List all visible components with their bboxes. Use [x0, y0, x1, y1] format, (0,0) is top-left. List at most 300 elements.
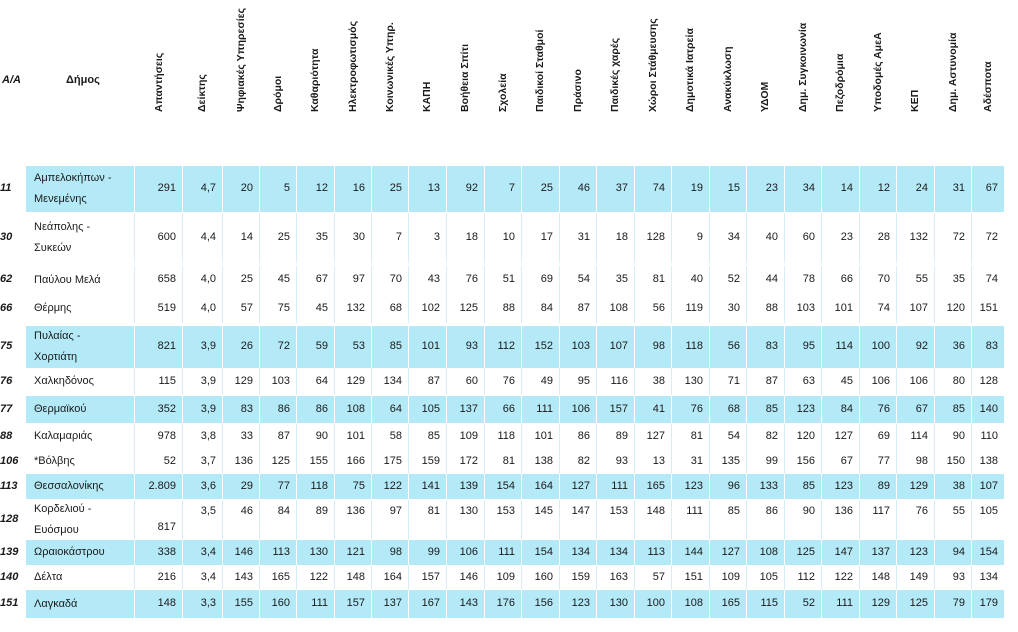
table-cell: 84: [540, 301, 553, 314]
table-cell: 55: [915, 273, 928, 285]
table-cell: 130: [309, 545, 328, 558]
table-cell: 97: [352, 273, 365, 285]
municipality-name: [34, 217, 134, 259]
table-cell: 175: [383, 454, 402, 467]
table-cell: 137: [871, 545, 890, 558]
row-index: 113: [0, 479, 18, 492]
municipality-name: [34, 476, 134, 497]
table-cell: 57: [652, 570, 665, 583]
table-cell: 82: [577, 454, 590, 467]
table-cell: 143: [234, 570, 253, 583]
table-cell: 96: [727, 479, 740, 492]
table-cell: 86: [277, 402, 290, 415]
table-cell: 111: [611, 479, 628, 492]
table-cell: 83: [765, 340, 778, 352]
municipality-name-line: Καλαμαριάς: [34, 430, 93, 442]
table-cell: 67: [985, 182, 998, 194]
table-cell: 114: [835, 340, 853, 352]
table-cell: 30: [352, 231, 365, 243]
table-cell: 99: [765, 454, 778, 467]
table-cell: 176: [496, 597, 515, 609]
table-cell: 93: [615, 454, 628, 467]
table-cell: 67: [315, 273, 328, 285]
table-cell: 157: [346, 597, 365, 609]
table-cell: 167: [421, 597, 440, 609]
table-cell: 52: [163, 454, 176, 467]
table-cell: 52: [802, 597, 815, 609]
cell-divider: [134, 474, 135, 499]
table-cell: 143: [459, 597, 478, 609]
municipality-name-line: Νεάπολης -: [34, 221, 91, 233]
table-cell: 77: [277, 479, 290, 492]
table-cell: 151: [684, 570, 703, 583]
table-row: [0, 474, 1018, 499]
table-cell: 160: [271, 597, 290, 609]
table-row: [0, 424, 1018, 449]
table-cell: 111: [686, 504, 703, 517]
table-cell: 153: [609, 504, 628, 517]
table-cell: 4,7: [200, 182, 216, 194]
table-cell: 3,7: [200, 454, 216, 467]
table-cell: 129: [234, 374, 253, 387]
table-cell: 30: [727, 301, 740, 314]
table-cell: 78: [802, 273, 815, 285]
table-row: [0, 396, 1018, 423]
municipality-name-line: Θερμαϊκού: [34, 403, 87, 415]
table-row: [0, 565, 1018, 590]
table-cell: 59: [315, 340, 328, 352]
table-cell: 46: [577, 182, 590, 194]
table-cell: 97: [389, 504, 402, 517]
table-cell: 134: [609, 545, 628, 558]
table-cell: 125: [909, 597, 928, 609]
table-cell: 112: [497, 340, 515, 352]
table-cell: 53: [352, 340, 365, 352]
cell-divider: [134, 565, 135, 590]
municipality-name-line: Θεσσαλονίκης: [34, 480, 104, 492]
table-cell: 86: [315, 402, 328, 415]
table-cell: 25: [389, 182, 402, 194]
table-cell: 122: [309, 570, 328, 583]
table-cell: 123: [834, 479, 853, 492]
table-cell: 109: [459, 429, 478, 442]
table-row: [0, 213, 1018, 263]
table-cell: 165: [271, 570, 290, 583]
table-cell: 70: [389, 273, 402, 285]
table-cell: 24: [915, 182, 928, 194]
table-cell: 76: [465, 273, 478, 285]
table-cell: 45: [277, 273, 290, 285]
table-cell: 108: [759, 545, 778, 558]
column-header: ΚΑΠΗ: [421, 81, 433, 112]
table-cell: 18: [615, 231, 628, 243]
table-cell: 7: [395, 231, 402, 243]
municipality-name: [34, 371, 134, 392]
row-index: 106: [0, 454, 19, 467]
table-cell: 54: [577, 273, 590, 285]
header-aa: Α/Α: [2, 74, 21, 86]
table-cell: 93: [952, 570, 965, 583]
municipality-name-line: Ευόσμου: [34, 523, 79, 536]
table-cell: 134: [383, 374, 402, 387]
table-cell: 58: [389, 429, 402, 442]
table-cell: 101: [534, 429, 553, 442]
table-cell: 159: [571, 570, 590, 583]
table-cell: 165: [721, 597, 740, 609]
table-cell: 98: [652, 340, 665, 352]
table-cell: 140: [979, 402, 998, 415]
table-cell: 155: [309, 454, 328, 467]
cell-divider: [134, 396, 135, 423]
municipality-name-line: Παύλου Μελά: [34, 273, 101, 286]
table-cell: 31: [690, 454, 703, 467]
table-cell: 15: [727, 182, 740, 194]
table-cell: 129: [871, 597, 890, 609]
table-cell: 3,8: [200, 429, 216, 442]
cell-divider: [134, 424, 135, 449]
table-cell: 68: [389, 301, 402, 314]
table-cell: 99: [427, 545, 440, 558]
table-cell: 72: [952, 231, 965, 243]
table-cell: 123: [684, 479, 703, 492]
table-cell: 82: [765, 429, 778, 442]
table-cell: 116: [610, 374, 628, 387]
table-cell: 56: [727, 340, 740, 352]
table-cell: 83: [985, 340, 998, 352]
table-cell: 138: [979, 454, 998, 467]
municipality-name-line: *Βόλβης: [34, 455, 75, 467]
table-cell: 106: [871, 374, 890, 387]
table-cell: 129: [909, 479, 928, 492]
municipality-name-line: Χαλκηδόνος: [34, 375, 94, 387]
table-cell: 152: [534, 340, 553, 352]
table-cell: 121: [346, 545, 365, 558]
table-cell: 77: [877, 454, 890, 467]
table-cell: 160: [534, 570, 553, 583]
table-cell: 105: [759, 570, 778, 583]
table-cell: 12: [315, 182, 328, 194]
table-cell: 163: [609, 570, 628, 583]
table-cell: 55: [952, 504, 965, 517]
header-dimos: Δήμος: [66, 74, 100, 86]
table-cell: 111: [311, 597, 328, 609]
table-cell: 111: [836, 597, 853, 609]
table-cell: 60: [802, 231, 815, 243]
table-cell: 3,9: [200, 374, 216, 387]
municipality-name: [34, 399, 134, 420]
table-cell: 120: [796, 429, 815, 442]
table-cell: 130: [609, 597, 628, 609]
table-cell: 4,0: [200, 301, 216, 314]
row-index: 11: [0, 182, 12, 194]
table-cell: 94: [952, 545, 965, 558]
table-cell: 31: [577, 231, 590, 243]
table-cell: 69: [540, 273, 553, 285]
table-cell: 3,4: [200, 545, 216, 558]
table-cell: 3,9: [200, 340, 216, 352]
cell-divider: [134, 590, 135, 618]
table-row: [0, 449, 1018, 474]
table-cell: 148: [346, 570, 365, 583]
table-cell: 352: [157, 402, 176, 415]
municipality-name-line: Δέλτα: [34, 571, 63, 583]
table-cell: 4,0: [200, 273, 216, 285]
table-cell: 90: [952, 429, 965, 442]
table-cell: 107: [979, 479, 998, 492]
row-index: 139: [0, 545, 19, 558]
table-cell: 106: [459, 545, 478, 558]
table-cell: 4,4: [200, 231, 216, 243]
table-cell: 3,5: [200, 504, 216, 517]
table-cell: 25: [277, 231, 290, 243]
row-index: 62: [0, 273, 13, 285]
table-cell: 105: [421, 402, 440, 415]
table-cell: 136: [834, 504, 853, 517]
municipality-name: [34, 326, 134, 368]
table-cell: 5: [283, 182, 290, 194]
cell-divider: [134, 166, 135, 212]
table-cell: 127: [571, 479, 590, 492]
table-cell: 87: [577, 301, 590, 314]
column-header: Παιδικοί Σταθμοί: [534, 29, 546, 112]
table-cell: 179: [979, 597, 998, 609]
row-index: 140: [0, 570, 19, 583]
row-index: 76: [0, 374, 13, 387]
table-cell: 111: [536, 402, 553, 415]
table-cell: 40: [765, 231, 778, 243]
table-cell: 81: [652, 273, 665, 285]
table-cell: 67: [840, 454, 853, 467]
municipality-name: [34, 499, 134, 541]
table-cell: 23: [765, 182, 778, 194]
table-cell: 216: [157, 570, 176, 583]
table-cell: 35: [952, 273, 965, 285]
table-cell: 141: [421, 479, 440, 492]
table-cell: 113: [272, 545, 290, 558]
table-cell: 156: [796, 454, 815, 467]
table-cell: 164: [383, 570, 402, 583]
table-cell: 63: [802, 374, 815, 387]
table-cell: 146: [459, 570, 478, 583]
column-header: Υποδομές ΑμεΑ: [871, 32, 884, 112]
table-cell: 821: [157, 340, 176, 352]
column-header: Χώροι Στάθμευσης: [646, 18, 659, 112]
table-cell: 71: [727, 374, 740, 387]
table-cell: 35: [315, 231, 328, 243]
table-cell: 120: [946, 301, 965, 314]
table-cell: 45: [840, 374, 853, 387]
table-row: [0, 499, 1018, 540]
table-cell: 118: [310, 479, 328, 492]
table-cell: 110: [980, 429, 998, 442]
table-cell: 49: [540, 374, 553, 387]
table-cell: 172: [459, 454, 478, 467]
table-cell: 134: [571, 545, 590, 558]
column-header: Πεζοδρόμια: [834, 53, 846, 112]
table-cell: 115: [760, 597, 778, 609]
table-cell: 125: [271, 454, 290, 467]
table-cell: 156: [534, 597, 553, 609]
column-header: Δρόμοι: [271, 75, 284, 112]
table-cell: 60: [465, 374, 478, 387]
table-cell: 85: [389, 340, 402, 352]
table-cell: 133: [759, 479, 778, 492]
table-cell: 138: [534, 454, 553, 467]
cell-divider: [134, 266, 135, 294]
table-cell: 147: [834, 545, 853, 558]
table-cell: 51: [502, 273, 515, 285]
table-cell: 41: [652, 402, 665, 415]
table-cell: 157: [421, 570, 440, 583]
column-header: Πράσινο: [571, 69, 584, 112]
table-cell: 89: [877, 479, 890, 492]
table-cell: 136: [234, 454, 253, 467]
table-cell: 98: [389, 545, 402, 558]
table-cell: 817: [157, 520, 176, 533]
table-cell: 16: [352, 182, 365, 194]
table-cell: 14: [240, 231, 253, 243]
table-cell: 68: [727, 402, 740, 415]
row-index: 30: [0, 231, 13, 243]
table-cell: 123: [909, 545, 928, 558]
table-row: [0, 166, 1018, 212]
table-cell: 76: [877, 402, 890, 415]
table-cell: 87: [765, 374, 778, 387]
table-cell: 37: [615, 182, 628, 194]
table-cell: 148: [157, 597, 176, 609]
table-cell: 67: [915, 402, 928, 415]
row-index: 75: [0, 340, 13, 352]
column-header: Παιδικές χαρές: [609, 37, 621, 112]
table-cell: 83: [240, 402, 253, 415]
column-header: Δημοτικά Ιατρεία: [684, 28, 696, 112]
column-header: Κοινωνικές Υπηρ.: [383, 22, 396, 112]
row-index: 77: [0, 402, 13, 415]
table-cell: 154: [534, 545, 553, 558]
column-header: Αδέσποτα: [981, 61, 994, 112]
cell-divider: [134, 499, 135, 540]
cell-divider: [134, 294, 135, 323]
table-cell: 128: [646, 231, 665, 243]
table-cell: 85: [727, 504, 740, 517]
table-cell: 23: [840, 231, 853, 243]
table-cell: 146: [234, 545, 253, 558]
column-header: ΥΔΟΜ: [759, 81, 771, 112]
cell-divider: [134, 213, 135, 263]
table-cell: 10: [502, 231, 515, 243]
table-cell: 100: [871, 340, 890, 352]
table-cell: 86: [765, 504, 778, 517]
table-cell: 117: [872, 504, 890, 517]
table-cell: 108: [346, 402, 365, 415]
table-cell: 134: [979, 570, 998, 583]
municipality-name: [34, 594, 134, 615]
table-cell: 89: [315, 504, 328, 517]
table-cell: 20: [240, 182, 253, 194]
row-index: 88: [0, 429, 13, 442]
table-cell: 3: [433, 231, 440, 243]
table-cell: 19: [690, 182, 703, 194]
table-cell: 114: [910, 429, 928, 442]
table-cell: 81: [502, 454, 515, 467]
table-cell: 89: [615, 429, 628, 442]
table-cell: 36: [952, 340, 965, 352]
table-row: [0, 368, 1018, 395]
table-cell: 69: [877, 429, 890, 442]
table-cell: 40: [690, 273, 703, 285]
row-index: 151: [0, 597, 19, 609]
table-cell: 26: [240, 340, 253, 352]
municipality-name-line: Ωραιοκάστρου: [34, 546, 105, 558]
table-cell: 95: [577, 374, 590, 387]
table-cell: 13: [427, 182, 440, 194]
row-index: 128: [0, 512, 19, 525]
table-cell: 106: [571, 402, 590, 415]
table-cell: 66: [502, 402, 515, 415]
table-cell: 118: [685, 340, 703, 352]
cell-divider: [134, 449, 135, 474]
table-cell: 137: [459, 402, 478, 415]
table-cell: 92: [465, 182, 478, 194]
table-cell: 148: [646, 504, 665, 517]
table-cell: 123: [571, 597, 590, 609]
table-cell: 64: [389, 402, 402, 415]
table-cell: 100: [646, 597, 665, 609]
table-cell: 38: [952, 479, 965, 492]
table-cell: 66: [840, 273, 853, 285]
table-cell: 92: [915, 340, 928, 352]
table-cell: 80: [952, 374, 965, 387]
table-cell: 118: [497, 429, 515, 442]
municipality-name-line: Θέρμης: [34, 302, 72, 314]
table-cell: 148: [871, 570, 890, 583]
table-cell: 157: [609, 402, 628, 415]
table-cell: 658: [157, 273, 176, 285]
table-cell: 70: [877, 273, 890, 285]
table-cell: 34: [802, 182, 815, 194]
municipality-name-line: Λαγκαδά: [34, 597, 78, 610]
table-cell: 76: [502, 374, 515, 387]
table-cell: 108: [684, 597, 703, 609]
table-cell: 154: [496, 479, 515, 492]
table-cell: 127: [646, 429, 665, 442]
column-header: Απαντήσεις: [153, 52, 165, 112]
municipality-name: [34, 451, 134, 472]
table-cell: 74: [985, 273, 998, 285]
table-cell: 144: [684, 545, 703, 558]
table-cell: 102: [421, 301, 440, 314]
table-cell: 46: [240, 504, 253, 517]
table-cell: 123: [796, 402, 815, 415]
table-cell: 18: [465, 231, 478, 243]
table-cell: 34: [727, 231, 740, 243]
table-cell: 130: [684, 374, 703, 387]
table-cell: 74: [877, 301, 890, 314]
table-cell: 108: [609, 301, 628, 314]
municipality-name: [34, 168, 134, 210]
table-cell: 291: [157, 182, 176, 194]
table-cell: 76: [915, 504, 928, 517]
table-cell: 129: [346, 374, 365, 387]
table-cell: 7: [508, 182, 515, 194]
table-cell: 84: [840, 402, 853, 415]
column-header: Ψηφιακές Υπηρεσίες: [234, 7, 247, 112]
table-cell: 29: [240, 479, 253, 492]
municipality-name: [34, 298, 134, 319]
table-cell: 107: [609, 340, 628, 352]
table-cell: 84: [277, 504, 290, 517]
table-cell: 56: [652, 301, 665, 314]
